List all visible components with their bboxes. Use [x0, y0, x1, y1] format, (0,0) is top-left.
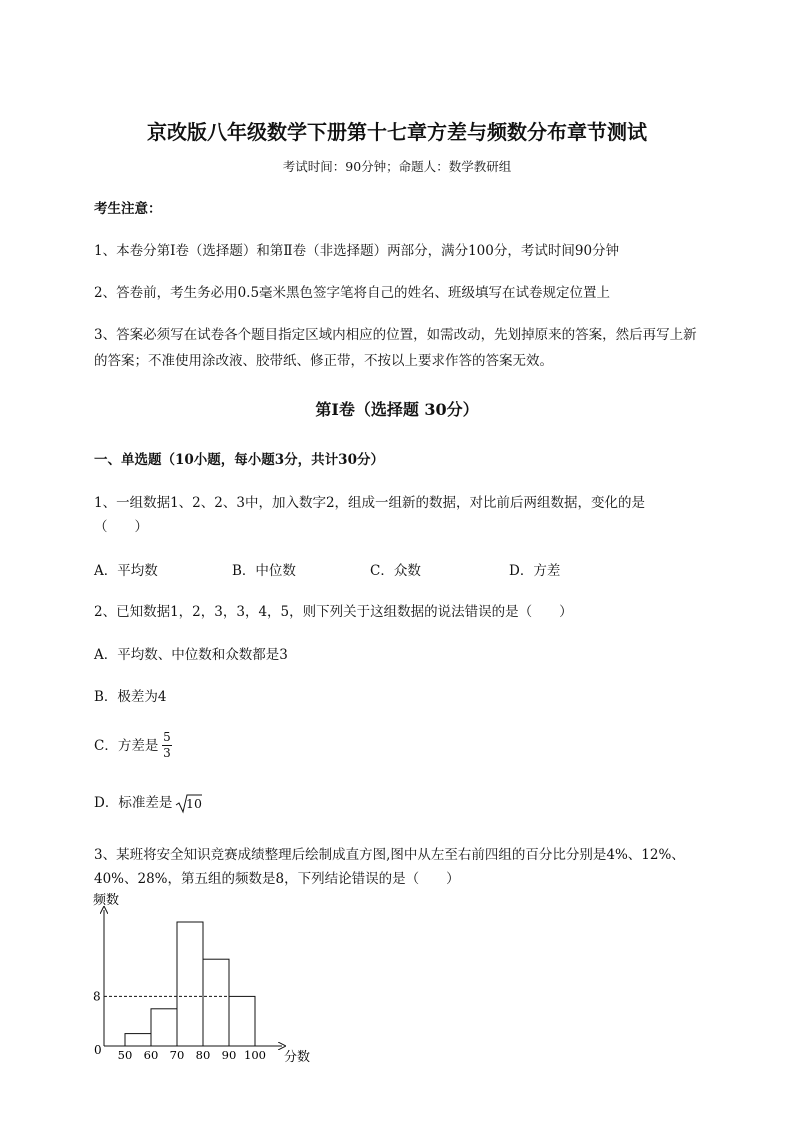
note-item: 2、答卷前，考生务必用0.5毫米黑色签字笔将自己的姓名、班级填写在试卷规定位置上: [94, 285, 611, 301]
question-1-option-b: B．中位数: [232, 563, 296, 579]
section-title: 第I卷（选择题 30分）: [315, 400, 479, 419]
origin-label: 0: [94, 1043, 102, 1057]
x-tick-label: 100: [244, 1048, 266, 1062]
x-tick-label: 50: [117, 1048, 133, 1062]
question-2-option-b: B．极差为4: [94, 689, 167, 705]
question-3-stem-cont: 40%、28%，第五组的频数是8，下列结论错误的是（ ）: [94, 871, 460, 887]
question-2-option-c: C．方差是: [94, 738, 159, 754]
question-2-stem: 2、已知数据1，2，3，3，4，5，则下列关于这组数据的说法错误的是（ ）: [94, 604, 573, 620]
question-1-option-d: D．方差: [509, 563, 561, 579]
question-1-option-a: A．平均数: [94, 563, 158, 579]
part-title: 一、单选题（10小题，每小题3分，共计30分）: [94, 452, 384, 468]
sqrt-radicand: 10: [186, 796, 202, 811]
exam-info: 考试时间：90分钟；命题人：数学教研组: [282, 159, 512, 174]
notes-heading: 考生注意：: [94, 201, 162, 217]
note-item: 的答案；不准使用涂改液、胶带纸、修正带，不按以上要求作答的答案无效。: [94, 353, 553, 369]
histogram-bar: [151, 1009, 177, 1046]
question-1-option-c: C．众数: [370, 563, 421, 579]
question-1-stem: 1、一组数据1、2、2、3中，加入数字2，组成一组新的数据，对比前后两组数据，变化的是: [94, 495, 646, 511]
x-axis-label: 分数: [284, 1050, 311, 1065]
question-2-option-a: A．平均数、中位数和众数都是3: [94, 647, 288, 663]
x-tick-label: 80: [195, 1048, 211, 1062]
x-tick-label: 70: [169, 1048, 185, 1062]
x-tick-label: 60: [143, 1048, 159, 1062]
y-tick-label: 8: [93, 989, 101, 1004]
histogram-bar: [203, 959, 229, 1046]
fraction-denominator: 3: [163, 746, 171, 760]
question-1-stem-cont: （ ）: [94, 519, 148, 535]
histogram-bar: [229, 996, 255, 1046]
page-title: 京改版八年级数学下册第十七章方差与频数分布章节测试: [147, 120, 647, 144]
x-tick-label: 90: [221, 1048, 237, 1062]
histogram-bar: [125, 1034, 151, 1046]
question-3-stem: 3、某班将安全知识竞赛成绩整理后绘制成直方图,图中从左至右前四组的百分比分别是4%、12%、: [94, 847, 685, 863]
question-2-option-d: D．标准差是: [94, 795, 173, 811]
note-item: 1、本卷分第I卷（选择题）和第Ⅱ卷（非选择题）两部分，满分100分，考试时间90分钟: [94, 243, 620, 259]
y-axis-label: 频数: [93, 893, 120, 908]
fraction-numerator: 5: [163, 730, 171, 744]
note-item: 3、答案必须写在试卷各个题目指定区域内相应的位置，如需改动，先划掉原来的答案，然后再写上新: [94, 327, 697, 343]
histogram-bar: [177, 922, 203, 1046]
